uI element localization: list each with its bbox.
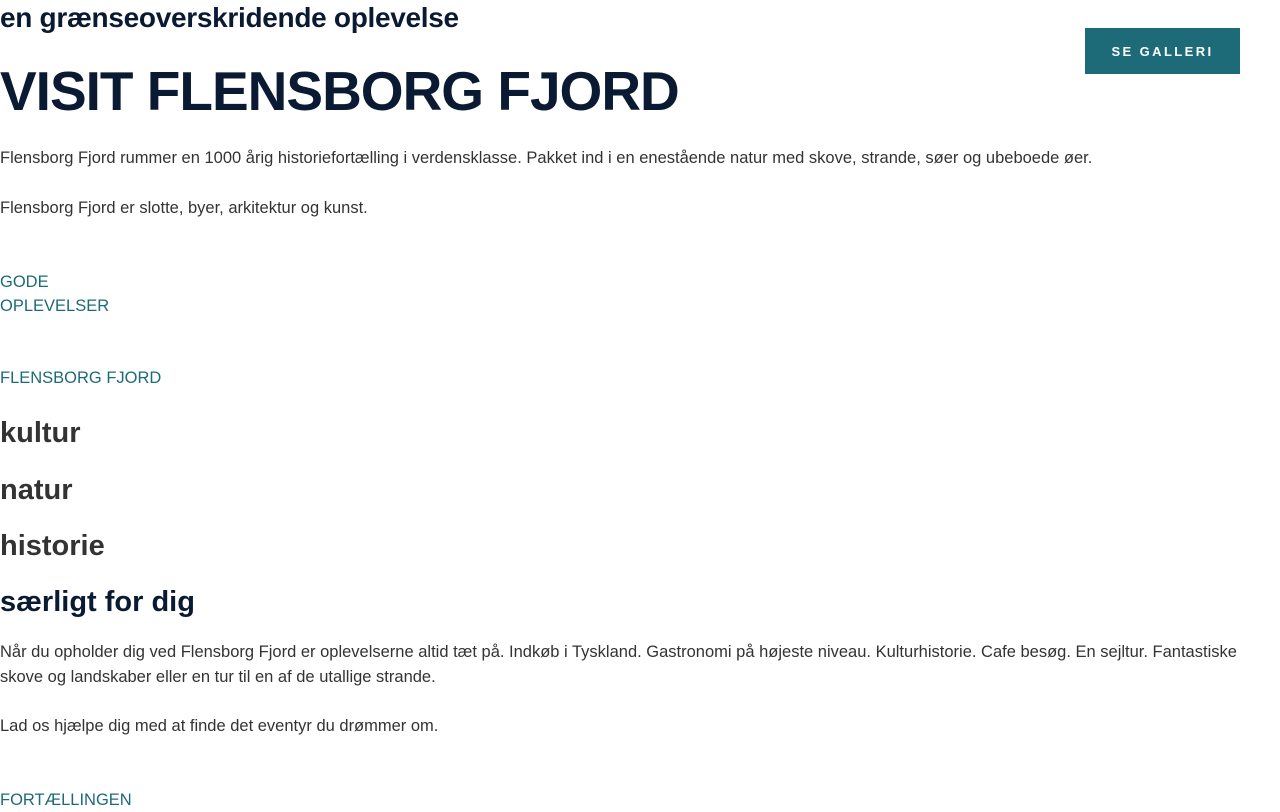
topic-historie: historie xyxy=(0,530,105,562)
tagline: en grænseoverskridende oplevelse xyxy=(0,2,459,33)
topic-kultur: kultur xyxy=(0,417,81,449)
special-description: Når du opholder dig ved Flensborg Fjord er oplevelserne altid tæt på. Indkøb i Tyskland. Gastronomi på højeste niveau. Kulturhistorie. Cafe besøg. En sejltur. Fantastiske skove og landskaber eller en tur til en af de utallige strande. xyxy=(0,643,1237,686)
intro-paragraph-secondary: Flensborg Fjord er slotte, byer, arkitektur og kunst. xyxy=(0,199,368,217)
special-heading: særligt for dig xyxy=(0,586,195,618)
flensborg-fjord-link[interactable]: FLENSBORG FJORD xyxy=(0,369,162,387)
page-title: VISIT FLENSBORG FJORD xyxy=(0,60,679,122)
intro-paragraph: Flensborg Fjord rummer en 1000 årig historiefortælling i verdensklasse. Pakket ind i en enestående natur med skove, strande, søer og ubeboede øer. xyxy=(0,149,1093,167)
story-link[interactable]: FORTÆLLINGEN xyxy=(0,791,132,809)
oplevelser-link[interactable]: OPLEVELSER xyxy=(0,297,110,315)
gallery-button[interactable]: SE GALLERI xyxy=(1085,28,1240,74)
topic-natur: natur xyxy=(0,474,73,506)
gode-link[interactable]: GODE xyxy=(0,273,49,291)
special-description-secondary: Lad os hjælpe dig med at finde det eventyr du drømmer om. xyxy=(0,717,439,735)
